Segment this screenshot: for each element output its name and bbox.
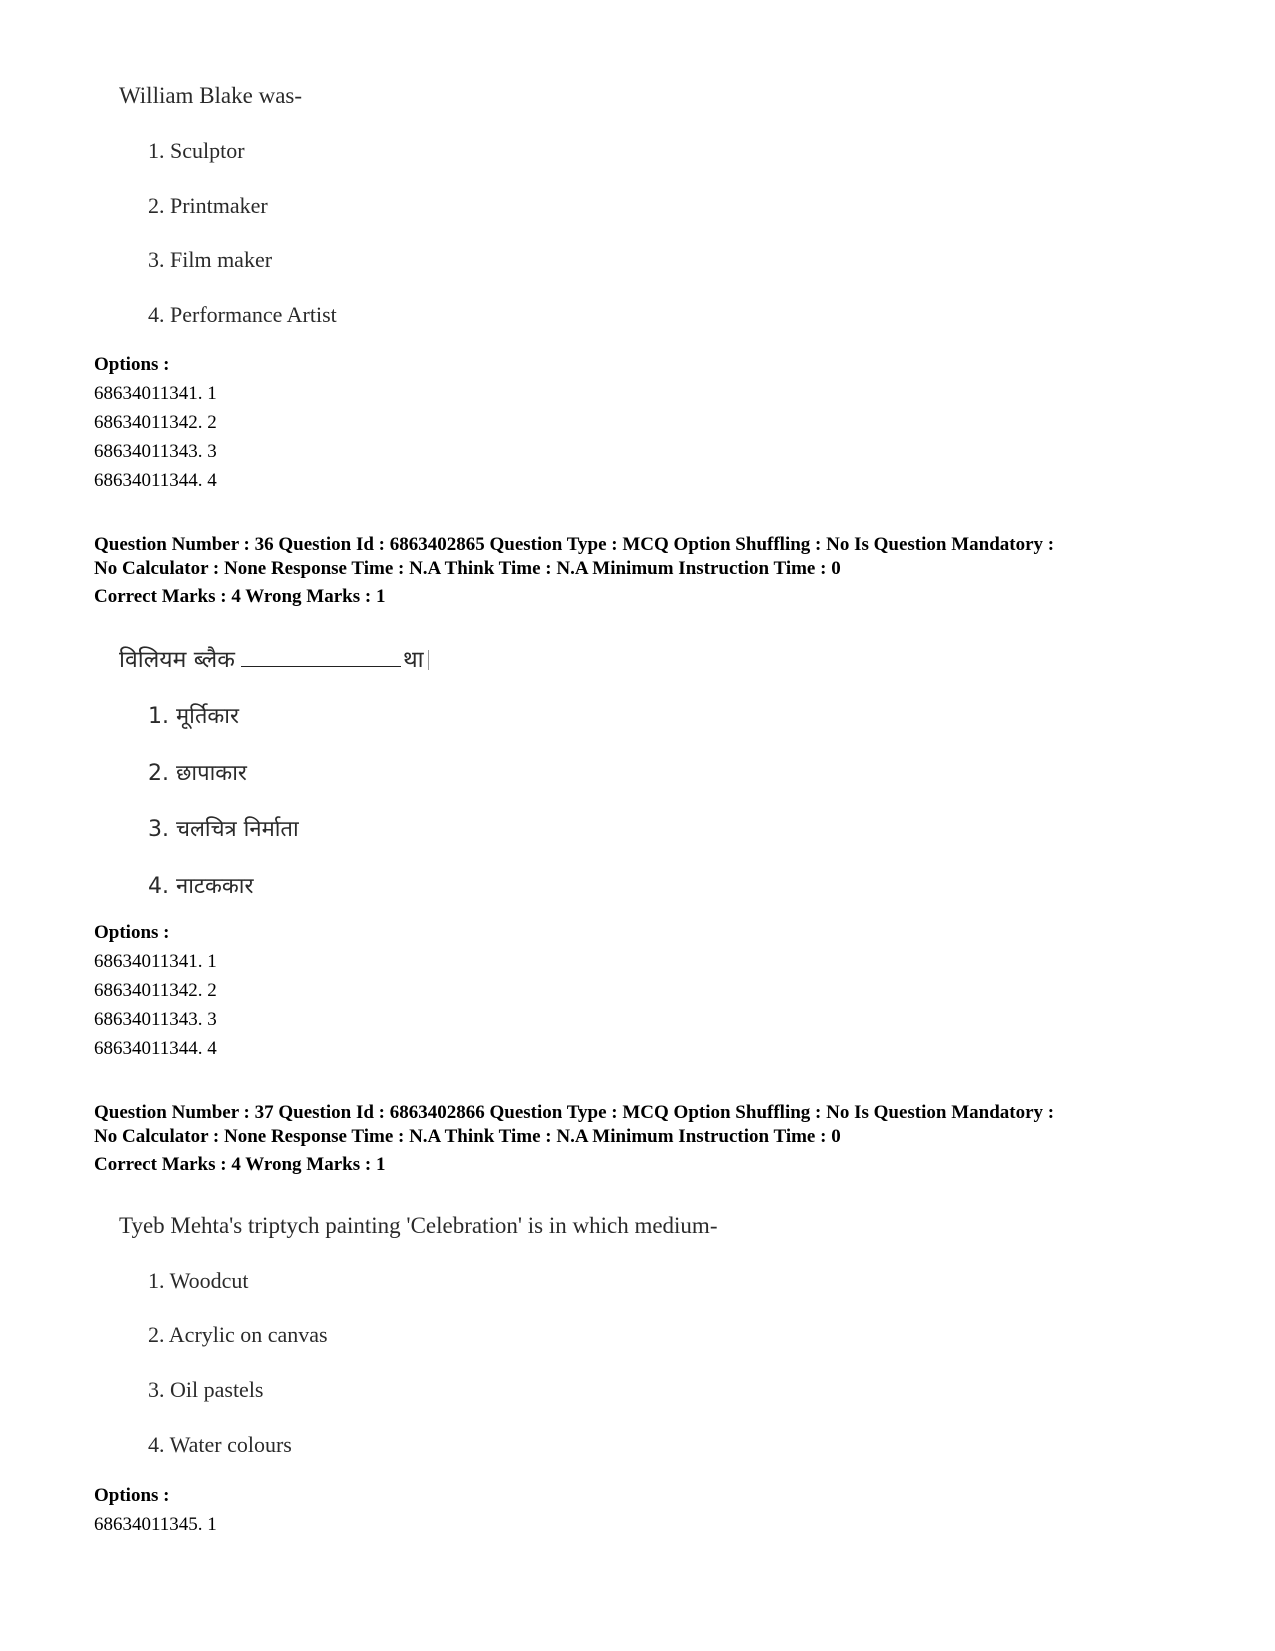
options-label: Options : [94, 922, 170, 943]
question-36-meta-line-1: Question Number : 36 Question Id : 6863402865 Question Type : MCQ Option Shuffling : No Is Question Mandatory : [94, 534, 1055, 555]
question-37-choice-3: 3. Oil pastels [148, 1377, 264, 1402]
question-36-stem-text: विलियम ब्लैक [119, 647, 235, 673]
option-id-line: 68634011345. 1 [94, 1514, 217, 1535]
options-label: Options : [94, 1485, 170, 1506]
question-37-stem: Tyeb Mehta's triptych painting 'Celebration' is in which medium- [119, 1213, 718, 1238]
question-37-choice-4: 4. Water colours [148, 1432, 292, 1457]
option-id-line: 68634011343. 3 [94, 1009, 217, 1030]
question-37-meta-line-1: Question Number : 37 Question Id : 6863402866 Question Type : MCQ Option Shuffling : No Is Question Mandatory : [94, 1102, 1055, 1123]
question-36-choice-2: 2. छापाकार [148, 761, 247, 786]
question-37-choice-1: 1. Woodcut [148, 1268, 249, 1293]
question-36-choice-1: 1. मूर्तिकार [148, 704, 239, 729]
question-37-choice-2: 2. Acrylic on canvas [148, 1322, 328, 1347]
option-id-line: 68634011342. 2 [94, 980, 217, 1001]
question-35-choice-1: 1. Sculptor [148, 138, 245, 163]
question-37-marks: Correct Marks : 4 Wrong Marks : 1 [94, 1154, 386, 1175]
option-id-line: 68634011341. 1 [94, 951, 217, 972]
question-36-marks: Correct Marks : 4 Wrong Marks : 1 [94, 586, 386, 607]
option-id-line: 68634011341. 1 [94, 383, 217, 404]
fill-blank-line [241, 646, 401, 667]
question-36-meta-line-2: No Calculator : None Response Time : N.A Think Time : N.A Minimum Instruction Time : 0 [94, 558, 841, 579]
question-35-choice-2: 2. Printmaker [148, 193, 268, 218]
question-35-choice-3: 3. Film maker [148, 247, 273, 272]
option-id-line: 68634011344. 4 [94, 1038, 217, 1059]
option-id-line: 68634011342. 2 [94, 412, 217, 433]
question-37-meta-line-2: No Calculator : None Response Time : N.A Think Time : N.A Minimum Instruction Time : 0 [94, 1126, 841, 1147]
question-35-choice-4: 4. Performance Artist [148, 302, 337, 327]
question-36-stem-end: था [402, 647, 424, 673]
question-35-stem: William Blake was- [119, 83, 303, 108]
options-label: Options : [94, 354, 170, 375]
question-36-choice-3: 3. चलचित्र निर्माता [148, 817, 299, 842]
option-id-line: 68634011343. 3 [94, 441, 217, 462]
question-36-stem [119, 646, 429, 674]
text-cursor-mark [428, 650, 429, 670]
question-36-choice-4: 4. नाटककार [148, 874, 254, 899]
option-id-line: 68634011344. 4 [94, 470, 217, 491]
